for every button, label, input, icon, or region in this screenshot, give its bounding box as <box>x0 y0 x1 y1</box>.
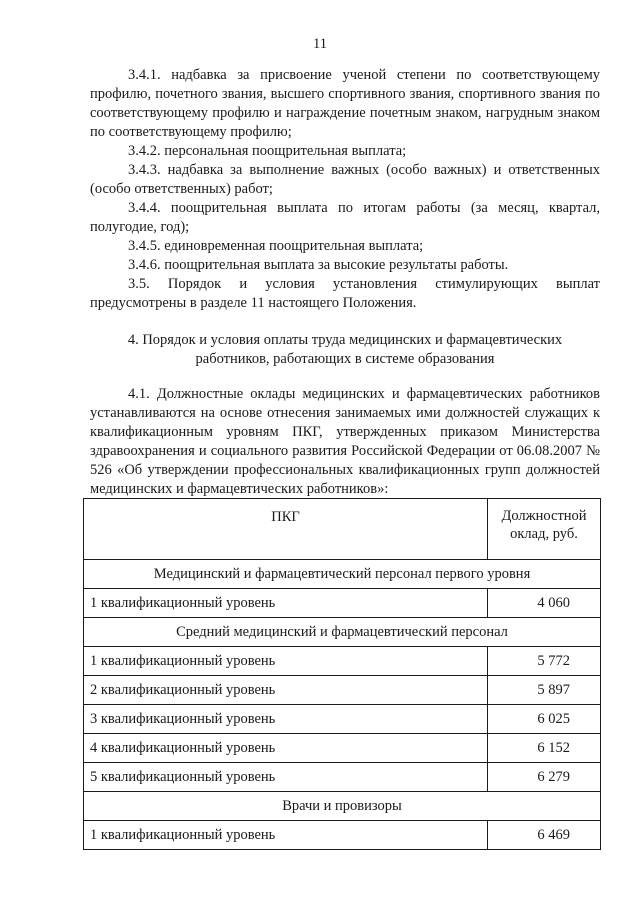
group-title: Медицинский и фармацевтический персонал первого уровня <box>84 560 601 589</box>
table-row <box>84 705 601 734</box>
level-cell: 1 квалификационный уровень <box>84 647 488 676</box>
page-number: 11 <box>313 36 327 52</box>
amount-cell: 4 060 <box>488 589 601 618</box>
level-cell: 1 квалификационный уровень <box>84 821 488 850</box>
paragraph-3-5: 3.5. Порядок и условия установления стимулирующих выплат предусмотрены в разделе 11 настоящего Положения. <box>90 276 600 311</box>
group-row <box>84 618 601 647</box>
group-row <box>84 792 601 821</box>
paragraph-3-4-4: 3.4.4. поощрительная выплата по итогам работы (за месяц, квартал, полугодие, год); <box>90 200 600 235</box>
paragraph-3-4-2: 3.4.2. персональная поощрительная выплата; <box>128 143 407 159</box>
level-cell: 5 квалификационный уровень <box>84 763 488 792</box>
header-salary: Должностной оклад, руб. <box>488 499 601 560</box>
paragraph-3-4-5: 3.4.5. единовременная поощрительная выплата; <box>128 238 424 254</box>
table-header-row <box>84 499 601 560</box>
paragraph-3-4-1: 3.4.1. надбавка за присвоение ученой степени по соответствующему профилю, почетного звания, высшего спортивного звания, спортивного звания по соответствующему профилю и награждение почетным знаком, нагрудным знаком по соответствующему профилю; <box>90 67 600 140</box>
section-title-line-2: работников, работающих в системе образования <box>195 351 495 367</box>
amount-cell: 6 025 <box>488 705 601 734</box>
table-row <box>84 589 601 618</box>
amount-cell: 6 152 <box>488 734 601 763</box>
amount-cell: 6 279 <box>488 763 601 792</box>
table-row <box>84 647 601 676</box>
group-title: Врачи и провизоры <box>84 792 601 821</box>
salary-table <box>83 498 601 850</box>
amount-cell: 5 897 <box>488 676 601 705</box>
table-row <box>84 734 601 763</box>
paragraph-4-1: 4.1. Должностные оклады медицинских и фармацевтических работников устанавливаются на основе отнесения занимаемых ими должностей служащих к квалификационным уровням ПКГ, утвержденных приказом Министерства здравоохранения и социального развития Российской Федерации от 06.08.2007 № 526 «Об утверждении профессиональных квалификационных групп должностей медицинских и фармацевтических работников»: <box>90 386 600 497</box>
level-cell: 3 квалификационный уровень <box>84 705 488 734</box>
group-title: Средний медицинский и фармацевтический персонал <box>84 618 601 647</box>
header-pkg: ПКГ <box>84 499 488 560</box>
paragraph-3-4-3: 3.4.3. надбавка за выполнение важных (особо важных) и ответственных (особо ответственных) работ; <box>90 162 600 197</box>
amount-cell: 6 469 <box>488 821 601 850</box>
table-row <box>84 676 601 705</box>
section-title-line-1: 4. Порядок и условия оплаты труда медицинских и фармацевтических <box>127 332 563 348</box>
level-cell: 1 квалификационный уровень <box>84 589 488 618</box>
amount-cell: 5 772 <box>488 647 601 676</box>
paragraph-3-4-6: 3.4.6. поощрительная выплата за высокие результаты работы. <box>128 257 509 273</box>
group-row <box>84 560 601 589</box>
level-cell: 4 квалификационный уровень <box>84 734 488 763</box>
table-row <box>84 763 601 792</box>
table-row <box>84 821 601 850</box>
level-cell: 2 квалификационный уровень <box>84 676 488 705</box>
document-body <box>90 66 600 499</box>
section-title <box>90 331 600 369</box>
